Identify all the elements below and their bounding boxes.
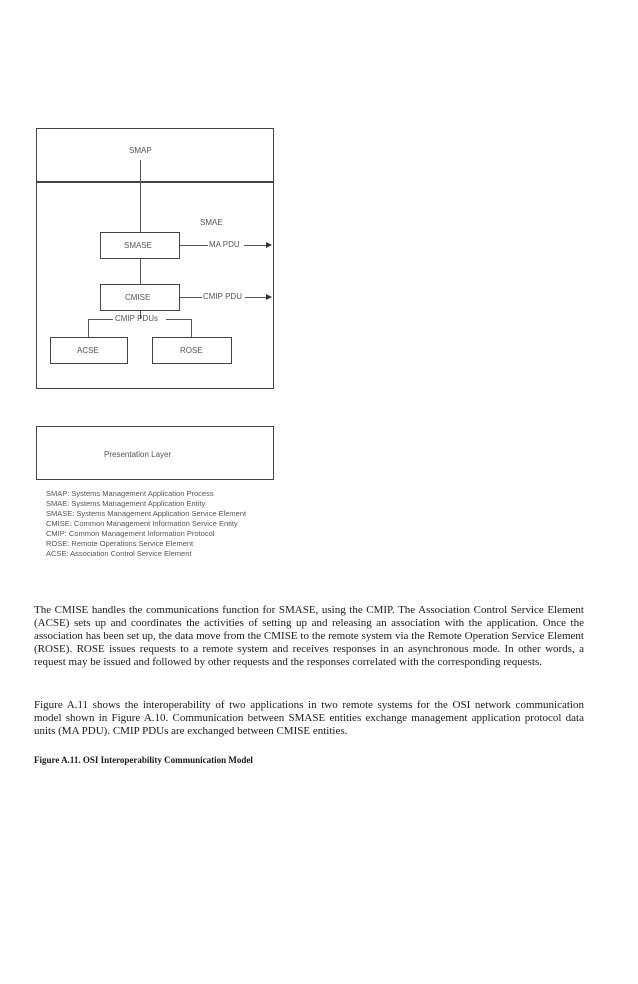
legend-item: SMASE: Systems Management Application Service Element [46,509,247,518]
cmip-pdus-bracket-left [88,319,113,320]
diagram-legend [46,489,246,559]
legend-item: SMAE: Systems Management Application Entity [46,499,206,508]
legend-item: CMIP: Common Management Information Protocol [46,529,215,538]
cmise-label: CMISE [125,293,151,302]
cmip-pdu-line-right [245,297,266,298]
cmip-pdu-label: CMIP PDU [203,292,242,301]
rose-label: ROSE [180,346,203,355]
paragraph-cmise-description: The CMISE handles the communications function for SMASE, using the CMIP. The Association Control Service Element (ACSE) sets up and coordinates the activities of setting up and releasing an association with the application. Once the association has been set up, the data move from the CMISE to the remote system via the Remote Operation Service Element (ROSE). ROSE issues requests to a remote system and receives responses in an asynchronous mode. In other words, a request may be issued and followed by other requests and the responses correlated with the corresponding requests. [34,604,584,668]
cmip-pdus-bracket-right [166,319,192,320]
smase-cmise-connector [140,259,141,284]
paragraph-figure-a11-description: Figure A.11 shows the interoperability of two applications in two remote systems for the OSI network communication model shown in Figure A.10. Communication between SMASE entities exchange management application protocol data units (MA PDU). CMIP PDUs are exchanged between CMISE entities. [34,699,584,737]
legend-item: ACSE: Association Control Service Element [46,549,192,558]
cmip-pdu-arrowhead [266,294,272,300]
smap-label: SMAP [129,146,152,155]
smap-smase-connector [140,160,141,232]
rose-connector [191,319,192,337]
presentation-layer-label: Presentation Layer [104,450,172,459]
acse-connector [88,319,89,337]
legend-item: ROSE: Remote Operations Service Element [46,539,194,548]
legend-item: CMISE: Common Management Information Service Entity [46,519,238,528]
ma-pdu-arrowhead [266,242,272,248]
ma-pdu-line-left [180,245,208,246]
smap-box [36,128,274,182]
figure-caption: Figure A.11. OSI Interoperability Communication Model [34,755,253,765]
ma-pdu-line-right [244,245,266,246]
cmip-pdu-line-left [180,297,202,298]
smase-label: SMASE [124,241,153,250]
acse-label: ACSE [77,346,99,355]
legend-item: SMAP: Systems Management Application Process [46,489,214,498]
smae-label: SMAE [200,218,223,227]
ma-pdu-label: MA PDU [209,240,240,249]
cmip-pdus-label: CMIP PDUs [115,314,158,323]
